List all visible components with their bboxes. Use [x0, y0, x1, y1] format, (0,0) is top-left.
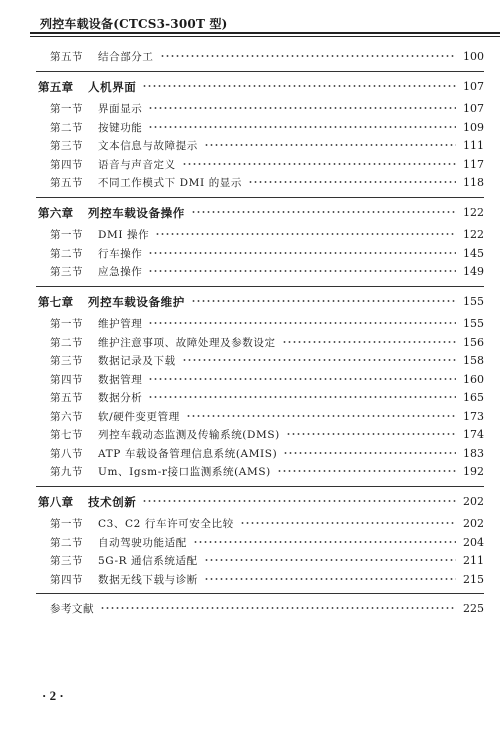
toc-page-number: 155: [463, 294, 484, 308]
toc-entry-label: 第一节: [50, 518, 83, 530]
chapter-divider: [36, 286, 484, 287]
toc-entry-title: 列控车载动态监测及传输系统(DMS): [98, 429, 280, 441]
dot-leader: [148, 378, 456, 380]
toc-entry-label: 第三节: [50, 555, 83, 567]
toc-page-number: 215: [463, 572, 484, 586]
toc-section-row[interactable]: [0, 464, 500, 480]
toc-entry-title: 5G-R 通信系统适配: [98, 555, 198, 567]
toc-entry-title: 列控车载设备操作: [88, 205, 185, 220]
toc-section-row[interactable]: [0, 446, 500, 462]
toc-entry-title: 维护注意事项、故障处理及参数设定: [98, 336, 276, 349]
toc-entry-title: 界面显示: [98, 103, 143, 115]
dot-leader: [148, 126, 456, 128]
toc-entry-title: 语音与声音定义: [98, 158, 176, 171]
toc-entry-label: 第一节: [50, 103, 83, 115]
toc-section-row[interactable]: [0, 120, 500, 136]
toc-entry-title: Um、Igsm-r接口监测系统(AMS): [98, 466, 271, 478]
toc-entry-label: 第二节: [50, 247, 83, 260]
toc-page-number: 122: [463, 228, 484, 241]
dot-leader: [148, 396, 456, 398]
toc-section-row[interactable]: [0, 101, 500, 117]
toc-entry-label: 第五节: [50, 392, 83, 404]
dot-leader: [204, 578, 456, 580]
toc-page-number: 158: [463, 354, 484, 367]
chapter-divider: [36, 486, 484, 487]
toc-section-row[interactable]: [0, 516, 500, 532]
toc-entry-label: 第三节: [50, 355, 83, 367]
dot-leader: [191, 211, 456, 213]
toc-entry-label: 第七节: [50, 429, 83, 441]
toc-chapter-row[interactable]: [0, 79, 500, 95]
toc-entry-title: 按键功能: [98, 121, 143, 134]
toc-section-row[interactable]: [0, 157, 500, 173]
toc-page-number: 204: [463, 535, 484, 549]
dot-leader: [282, 341, 456, 343]
toc-entry-title: C3、C2 行车许可安全比较: [98, 518, 234, 530]
dot-leader: [283, 452, 456, 454]
page-number: · 2 ·: [42, 688, 64, 703]
toc-page-number: 145: [463, 246, 484, 260]
toc-section-row[interactable]: [0, 246, 500, 262]
toc-entry-title: 维护管理: [98, 318, 143, 330]
dot-leader: [148, 252, 456, 254]
toc-page-number: 155: [463, 317, 484, 330]
toc-entry-label: 第三节: [50, 266, 83, 278]
toc-section-row[interactable]: [0, 227, 500, 243]
toc-entry-label: 第三节: [50, 140, 83, 152]
dot-leader: [193, 541, 456, 543]
toc-page-number: 122: [463, 205, 484, 219]
toc-entry-label: 参考文献: [50, 603, 94, 615]
dot-leader: [277, 470, 456, 472]
dot-leader: [148, 107, 456, 109]
toc-page-number: 118: [463, 176, 484, 189]
toc-page-number: 149: [463, 265, 484, 278]
dot-leader: [186, 415, 456, 417]
toc-page-number: 202: [463, 517, 484, 530]
toc-section-row[interactable]: [0, 372, 500, 388]
toc-section-row[interactable]: [0, 390, 500, 406]
dot-leader: [148, 322, 456, 324]
toc-entry-label: 第二节: [50, 336, 83, 349]
toc-entry-label: 第四节: [50, 158, 83, 171]
toc-page-number: 165: [463, 391, 484, 404]
toc-entry-label: 第八节: [50, 447, 83, 460]
toc-section-row[interactable]: [0, 138, 500, 154]
toc-page-number: 173: [463, 409, 484, 423]
toc-page-number: 156: [463, 335, 484, 349]
toc-entry-label: 第一节: [50, 229, 83, 241]
toc-entry-label: 第六节: [50, 410, 83, 423]
toc-entry-title: 列控车载设备维护: [88, 294, 185, 309]
toc-section-row[interactable]: [0, 535, 500, 551]
toc-section-row[interactable]: [0, 175, 500, 191]
toc-entry-title: 数据管理: [98, 373, 143, 386]
toc-reference-row[interactable]: [0, 601, 500, 617]
chapter-divider: [36, 197, 484, 198]
toc-page-number: 183: [463, 446, 484, 460]
toc-page-number: 107: [463, 79, 484, 93]
dot-leader: [286, 433, 456, 435]
toc-chapter-row[interactable]: [0, 494, 500, 510]
toc-page-number: 211: [463, 554, 484, 567]
toc-chapter-row[interactable]: [0, 205, 500, 221]
dot-leader: [182, 163, 456, 165]
dot-leader: [204, 144, 456, 146]
toc-page-number: 202: [463, 494, 484, 508]
toc-entry-title: 数据无线下载与诊断: [98, 573, 198, 586]
toc-page-number: 117: [463, 157, 484, 171]
chapter-divider: [36, 593, 484, 594]
dot-leader: [240, 522, 456, 524]
toc-section-row[interactable]: [0, 353, 500, 369]
toc-entry-label: 第五节: [50, 177, 83, 189]
toc-entry-label: 第九节: [50, 466, 83, 478]
dot-leader: [160, 55, 456, 57]
toc-entry-label: 第五章: [38, 79, 74, 94]
toc-entry-label: 第一节: [50, 318, 83, 330]
dot-leader: [191, 300, 456, 302]
toc-entry-title: 自动驾驶功能适配: [98, 536, 187, 549]
toc-entry-title: 软/硬件变更管理: [98, 410, 180, 423]
dot-leader: [182, 359, 456, 361]
dot-leader: [248, 181, 456, 183]
toc-entry-title: 文本信息与故障提示: [98, 140, 198, 152]
toc-entry-label: 第五节: [50, 51, 83, 63]
toc-section-row[interactable]: [0, 316, 500, 332]
toc-page-number: 109: [463, 120, 484, 134]
toc-entry-title: 数据记录及下载: [98, 355, 176, 367]
toc-entry-label: 第二节: [50, 536, 83, 549]
toc-page-number: 107: [463, 102, 484, 115]
toc-section-row[interactable]: [0, 427, 500, 443]
toc-entry-label: 第七章: [38, 294, 74, 309]
toc-page-number: 174: [463, 428, 484, 441]
dot-leader: [204, 559, 456, 561]
toc-section-row[interactable]: [0, 335, 500, 351]
toc-entry-label: 第四节: [50, 573, 83, 586]
toc-page-number: 225: [463, 602, 484, 615]
toc-entry-title: 行车操作: [98, 247, 143, 260]
chapter-divider: [36, 71, 484, 72]
book-title: 列控车载设备(CTCS3-300T 型): [40, 17, 228, 31]
toc-section-row[interactable]: [0, 572, 500, 588]
toc-entry-title: 不同工作模式下 DMI 的显示: [98, 177, 242, 189]
dot-leader: [148, 270, 456, 272]
toc-chapter-row[interactable]: [0, 294, 500, 310]
toc-page-number: 100: [463, 50, 484, 63]
toc-entry-title: 技术创新: [88, 494, 137, 509]
dot-leader: [155, 233, 456, 235]
toc-page-number: 160: [463, 372, 484, 386]
toc-section-row[interactable]: [0, 264, 500, 280]
toc-entry-title: DMI 操作: [98, 229, 150, 241]
toc-entry-title: 结合部分工: [98, 51, 154, 63]
toc-entry-label: 第八章: [38, 494, 74, 509]
toc-entry-title: 应急操作: [98, 266, 143, 278]
toc-entry-label: 第四节: [50, 373, 83, 386]
toc-entry-title: 人机界面: [88, 79, 137, 94]
toc-section-row[interactable]: [0, 409, 500, 425]
toc-section-row[interactable]: [0, 553, 500, 569]
dot-leader: [142, 85, 456, 87]
toc-section-row[interactable]: [0, 49, 500, 65]
dot-leader: [100, 607, 456, 609]
toc-entry-title: ATP 车载设备管理信息系统(AMIS): [98, 447, 278, 460]
toc-page-number: 111: [463, 139, 484, 152]
dot-leader: [142, 500, 456, 502]
toc-entry-label: 第六章: [38, 205, 74, 220]
toc-page-number: 192: [463, 465, 484, 478]
toc-entry-label: 第二节: [50, 121, 83, 134]
toc-entry-title: 数据分析: [98, 392, 143, 404]
